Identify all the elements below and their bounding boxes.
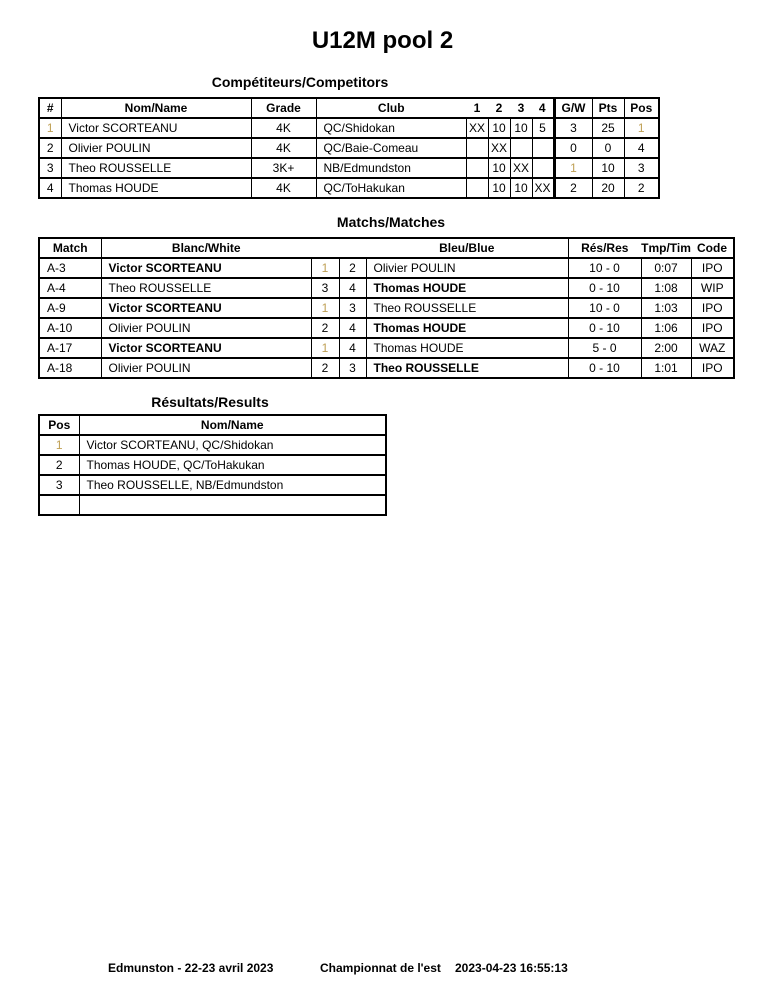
result-name-cell (79, 495, 386, 515)
crosstable-cell (466, 178, 488, 198)
competitor-row (39, 178, 659, 198)
match-blue-name-cell: Thomas HOUDE (366, 278, 568, 298)
competitor-pos-cell: 1 (624, 118, 659, 138)
crosstable-cell (466, 138, 488, 158)
competitors-header-num: # (39, 98, 61, 118)
match-result-cell: 0 - 10 (568, 278, 641, 298)
competitor-row (39, 158, 659, 178)
match-id-cell: A-4 (39, 278, 101, 298)
result-name-cell: Thomas HOUDE, QC/ToHakukan (79, 455, 386, 475)
match-row (39, 318, 734, 338)
match-white-num-cell: 3 (311, 278, 339, 298)
competitor-number-cell: 1 (39, 118, 61, 138)
match-blue-num-cell: 3 (339, 358, 366, 378)
competitors-header-club: Club (316, 98, 466, 118)
result-pos-cell: 3 (39, 475, 79, 495)
matches-section-title: Matchs/Matches (336, 214, 446, 230)
match-time-cell: 1:01 (641, 358, 691, 378)
crosstable-cell: 10 (488, 118, 510, 138)
competitor-grade-cell: 3K+ (251, 158, 316, 178)
crosstable-cell: 5 (532, 118, 554, 138)
match-code-cell: WAZ (691, 338, 734, 358)
crosstable-cell: XX (488, 138, 510, 158)
match-blue-num-cell: 4 (339, 318, 366, 338)
result-pos-cell: 2 (39, 455, 79, 475)
crosstable-cell: 10 (488, 158, 510, 178)
competitor-club-cell: NB/Edmundston (316, 158, 466, 178)
competitor-club-cell: QC/Shidokan (316, 118, 466, 138)
competitors-header-col4: 4 (532, 98, 554, 118)
results-table (38, 414, 387, 516)
match-white-num-cell: 1 (311, 338, 339, 358)
footer-print-timestamp: 2023-04-23 16:55:13 (455, 961, 568, 975)
footer-location-date: Edmunston - 22-23 avril 2023 (108, 961, 274, 975)
competitor-club-cell: QC/ToHakukan (316, 178, 466, 198)
crosstable-cell: 10 (510, 118, 532, 138)
match-blue-name-cell: Thomas HOUDE (366, 318, 568, 338)
match-blue-num-cell: 3 (339, 298, 366, 318)
match-code-cell: WIP (691, 278, 734, 298)
competitors-header-grade: Grade (251, 98, 316, 118)
competitor-pos-cell: 4 (624, 138, 659, 158)
match-code-cell: IPO (691, 358, 734, 378)
competitor-pts-cell: 10 (592, 158, 624, 178)
competitors-header-col3: 3 (510, 98, 532, 118)
competitor-pts-cell: 25 (592, 118, 624, 138)
competitor-grade-cell: 4K (251, 118, 316, 138)
match-white-name-cell: Olivier POULIN (101, 358, 311, 378)
competitor-name-cell: Victor SCORTEANU (61, 118, 251, 138)
matches-header-white: Blanc/White (101, 238, 311, 258)
competitor-name-cell: Theo ROUSSELLE (61, 158, 251, 178)
competitor-number-cell: 3 (39, 158, 61, 178)
competitor-number-cell: 2 (39, 138, 61, 158)
match-blue-num-cell: 4 (339, 338, 366, 358)
match-blue-name-cell: Thomas HOUDE (366, 338, 568, 358)
match-time-cell: 2:00 (641, 338, 691, 358)
results-header-row (39, 415, 386, 435)
match-white-num-cell: 2 (311, 358, 339, 378)
competitors-table (38, 97, 660, 199)
matches-header-blue: Bleu/Blue (366, 238, 568, 258)
competitor-gw-cell: 2 (554, 178, 592, 198)
match-blue-num-cell: 2 (339, 258, 366, 278)
result-row (39, 475, 386, 495)
competitors-header-row (39, 98, 659, 118)
match-blue-name-cell: Olivier POULIN (366, 258, 568, 278)
match-result-cell: 10 - 0 (568, 258, 641, 278)
competitor-gw-cell: 1 (554, 158, 592, 178)
match-blue-num-cell: 4 (339, 278, 366, 298)
matches-header-match: Match (39, 238, 101, 258)
crosstable-cell: 10 (488, 178, 510, 198)
match-white-name-cell: Olivier POULIN (101, 318, 311, 338)
crosstable-cell (510, 138, 532, 158)
crosstable-cell: XX (532, 178, 554, 198)
match-code-cell: IPO (691, 298, 734, 318)
match-time-cell: 1:03 (641, 298, 691, 318)
competitor-pts-cell: 20 (592, 178, 624, 198)
match-time-cell: 1:08 (641, 278, 691, 298)
competitor-grade-cell: 4K (251, 178, 316, 198)
match-white-num-cell: 1 (311, 258, 339, 278)
crosstable-cell (532, 158, 554, 178)
competitor-row (39, 118, 659, 138)
match-white-name-cell: Victor SCORTEANU (101, 298, 311, 318)
matches-header-tmp: Tmp/Tim (641, 238, 691, 258)
competitor-gw-cell: 0 (554, 138, 592, 158)
match-white-name-cell: Victor SCORTEANU (101, 338, 311, 358)
crosstable-cell (532, 138, 554, 158)
match-row (39, 278, 734, 298)
match-blue-name-cell: Theo ROUSSELLE (366, 298, 568, 318)
competitors-header-pts: Pts (592, 98, 624, 118)
competitor-name-cell: Thomas HOUDE (61, 178, 251, 198)
match-white-num-cell: 1 (311, 298, 339, 318)
match-result-cell: 10 - 0 (568, 298, 641, 318)
results-header-name: Nom/Name (79, 415, 386, 435)
competitor-pos-cell: 3 (624, 158, 659, 178)
competitor-pos-cell: 2 (624, 178, 659, 198)
competitor-name-cell: Olivier POULIN (61, 138, 251, 158)
competitor-row (39, 138, 659, 158)
competitor-grade-cell: 4K (251, 138, 316, 158)
match-time-cell: 1:06 (641, 318, 691, 338)
match-row (39, 338, 734, 358)
result-pos-cell (39, 495, 79, 515)
competitors-header-col2: 2 (488, 98, 510, 118)
results-section-title: Résultats/Results (151, 394, 269, 410)
matches-header-row (39, 238, 734, 258)
result-pos-cell: 1 (39, 435, 79, 455)
match-row (39, 258, 734, 278)
match-result-cell: 0 - 10 (568, 358, 641, 378)
competitors-header-name: Nom/Name (61, 98, 251, 118)
matches-header-bnum (339, 238, 366, 258)
match-blue-name-cell: Theo ROUSSELLE (366, 358, 568, 378)
matches-header-wnum (311, 238, 339, 258)
match-row (39, 298, 734, 318)
match-time-cell: 0:07 (641, 258, 691, 278)
crosstable-cell: XX (466, 118, 488, 138)
competitor-gw-cell: 3 (554, 118, 592, 138)
match-white-name-cell: Victor SCORTEANU (101, 258, 311, 278)
matches-header-code: Code (691, 238, 734, 258)
crosstable-cell: 10 (510, 178, 532, 198)
match-id-cell: A-18 (39, 358, 101, 378)
match-code-cell: IPO (691, 258, 734, 278)
crosstable-cell: XX (510, 158, 532, 178)
match-row (39, 358, 734, 378)
match-id-cell: A-3 (39, 258, 101, 278)
result-name-cell: Theo ROUSSELLE, NB/Edmundston (79, 475, 386, 495)
result-row (39, 435, 386, 455)
footer-event-name: Championnat de l'est (320, 961, 441, 975)
match-id-cell: A-9 (39, 298, 101, 318)
crosstable-cell (466, 158, 488, 178)
matches-header-res: Rés/Res (568, 238, 641, 258)
competitors-header-pos: Pos (624, 98, 659, 118)
matches-table (38, 237, 735, 379)
match-white-name-cell: Theo ROUSSELLE (101, 278, 311, 298)
competitors-section-title: Compétiteurs/Competitors (211, 74, 389, 90)
match-code-cell: IPO (691, 318, 734, 338)
match-white-num-cell: 2 (311, 318, 339, 338)
competitor-pts-cell: 0 (592, 138, 624, 158)
match-result-cell: 0 - 10 (568, 318, 641, 338)
result-row (39, 495, 386, 515)
match-id-cell: A-17 (39, 338, 101, 358)
competitor-number-cell: 4 (39, 178, 61, 198)
page-title: U12M pool 2 (311, 27, 454, 54)
match-result-cell: 5 - 0 (568, 338, 641, 358)
competitors-header-col1: 1 (466, 98, 488, 118)
match-id-cell: A-10 (39, 318, 101, 338)
competitor-club-cell: QC/Baie-Comeau (316, 138, 466, 158)
result-row (39, 455, 386, 475)
results-header-pos: Pos (39, 415, 79, 435)
result-name-cell: Victor SCORTEANU, QC/Shidokan (79, 435, 386, 455)
competitors-header-gw: G/W (554, 98, 592, 118)
